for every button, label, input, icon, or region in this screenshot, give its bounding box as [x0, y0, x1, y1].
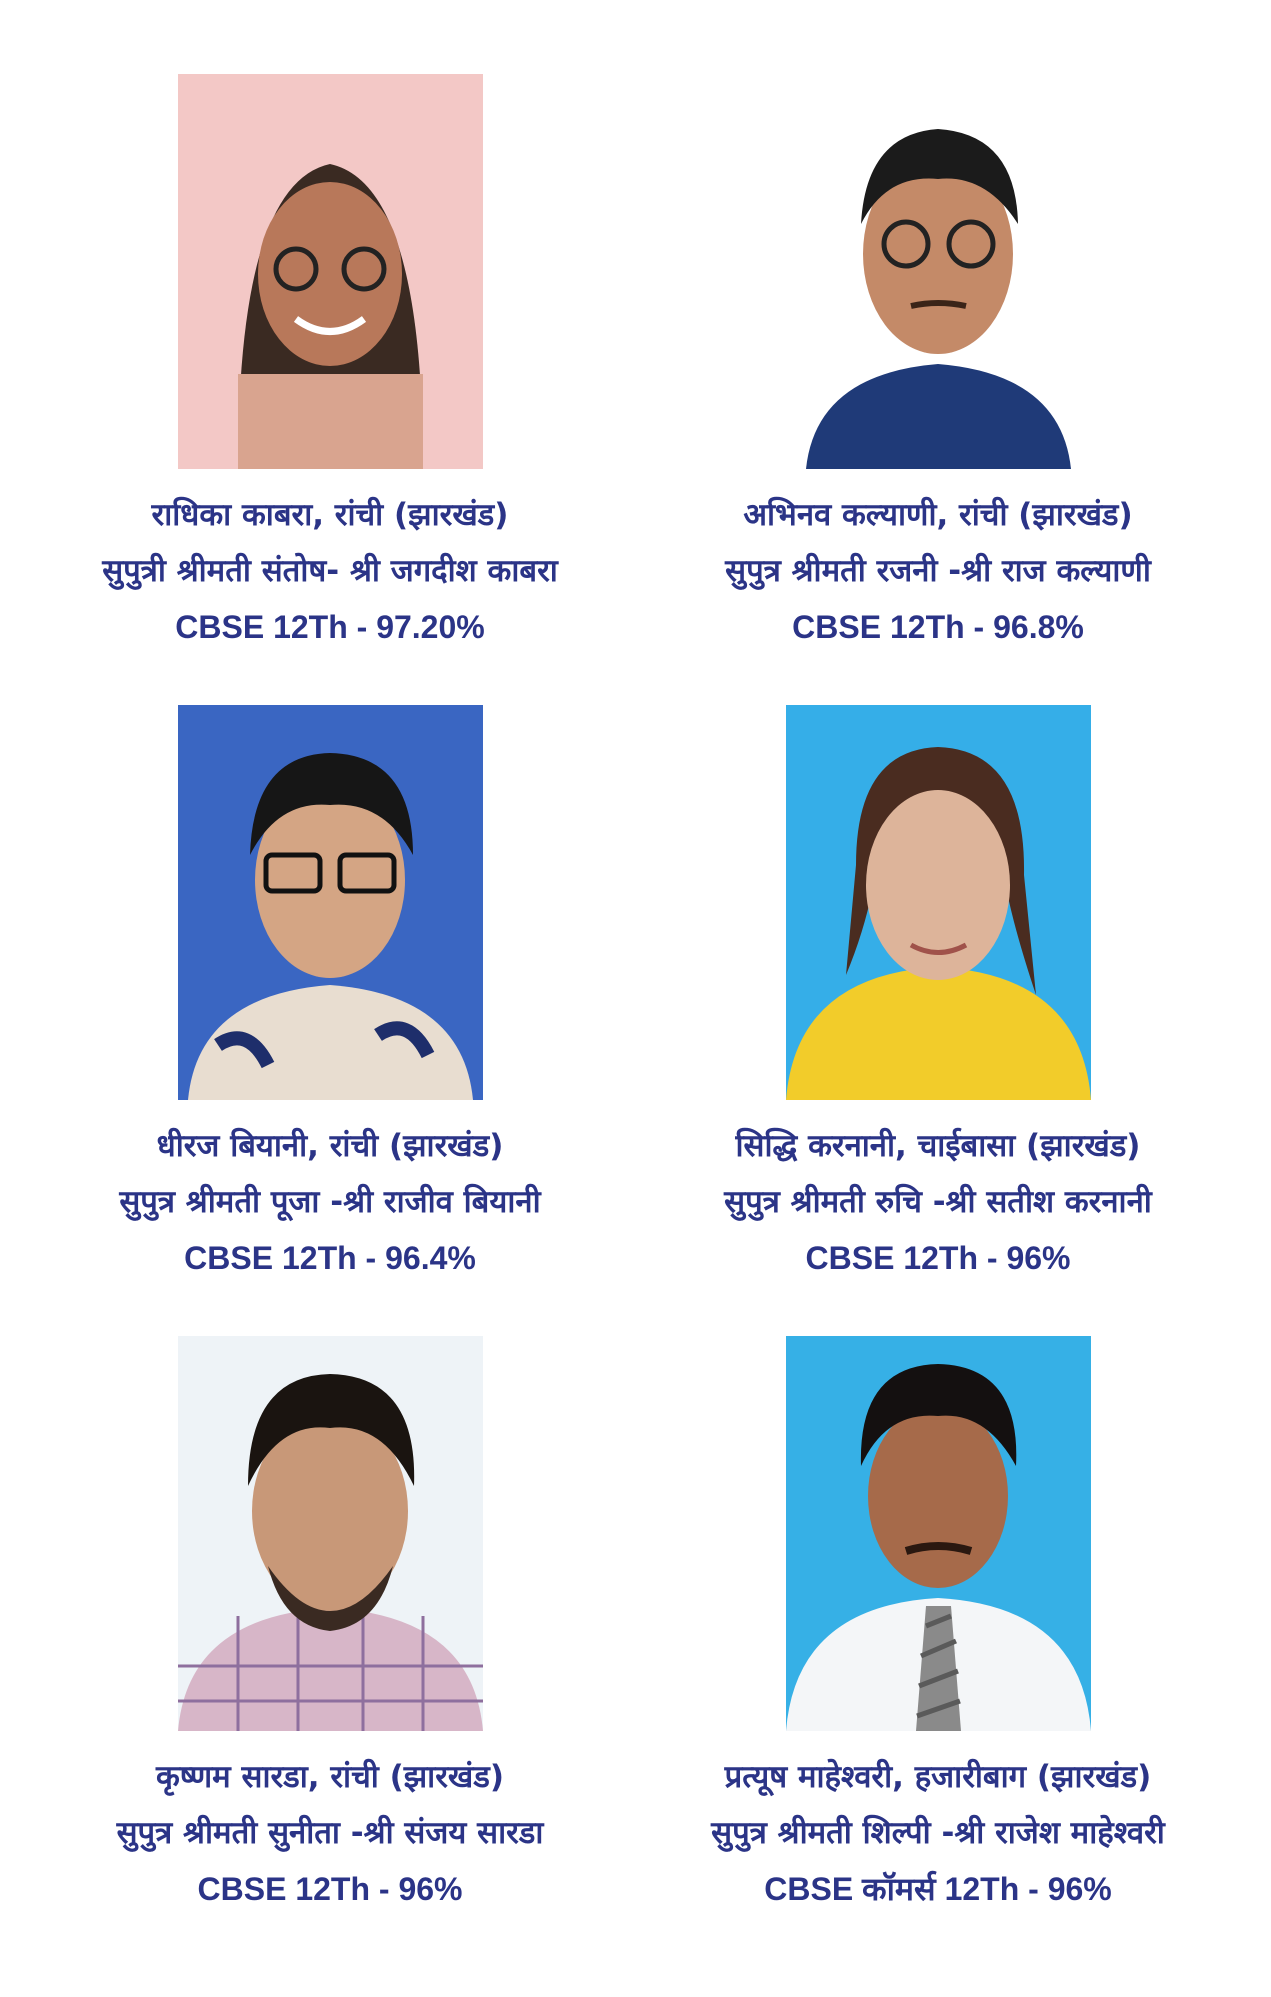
student-photo: [178, 74, 483, 469]
student-parents: सुपुत्र श्रीमती पूजा -श्री राजीव बियानी: [119, 1184, 541, 1220]
student-result: CBSE 12Th - 96%: [197, 1871, 463, 1907]
student-name: राधिका काबरा, रांची (झारखंड): [151, 497, 509, 533]
student-result: CBSE 12Th - 96.4%: [184, 1240, 476, 1276]
student-parents: सुपुत्र श्रीमती शिल्पी -श्री राजेश माहेश्वरी: [711, 1815, 1165, 1851]
student-card: [20, 705, 640, 1286]
student-parents: सुपुत्र श्रीमती रजनी -श्री राज कल्याणी: [725, 553, 1151, 589]
student-result: CBSE 12Th - 96.8%: [792, 609, 1084, 645]
student-photo: [786, 705, 1091, 1100]
student-name: प्रत्यूष माहेश्वरी, हजारीबाग (झारखंड): [724, 1759, 1152, 1795]
student-card: [20, 74, 640, 655]
student-result: CBSE 12Th - 97.20%: [175, 609, 485, 645]
student-card: [628, 1336, 1248, 1917]
student-card: [20, 1336, 640, 1917]
student-photo: [786, 74, 1091, 469]
student-result: CBSE कॉमर्स 12Th - 96%: [764, 1871, 1112, 1907]
student-parents: सुपुत्र श्रीमती रुचि -श्री सतीश करनानी: [724, 1184, 1152, 1220]
student-name: सिद्धि करनानी, चाईबासा (झारखंड): [735, 1128, 1141, 1164]
student-name: कृष्णम सारडा, रांची (झारखंड): [155, 1759, 505, 1795]
student-card: [628, 74, 1248, 655]
student-photo: [178, 1336, 483, 1731]
student-name: धीरज बियानी, रांची (झारखंड): [156, 1128, 504, 1164]
student-name: अभिनव कल्याणी, रांची (झारखंड): [743, 497, 1133, 533]
student-photo: [786, 1336, 1091, 1731]
student-result: CBSE 12Th - 96%: [805, 1240, 1071, 1276]
student-card: [628, 705, 1248, 1286]
student-photo: [178, 705, 483, 1100]
student-parents: सुपुत्री श्रीमती संतोष- श्री जगदीश काबरा: [102, 553, 558, 589]
student-parents: सुपुत्र श्रीमती सुनीता -श्री संजय सारडा: [116, 1815, 544, 1851]
